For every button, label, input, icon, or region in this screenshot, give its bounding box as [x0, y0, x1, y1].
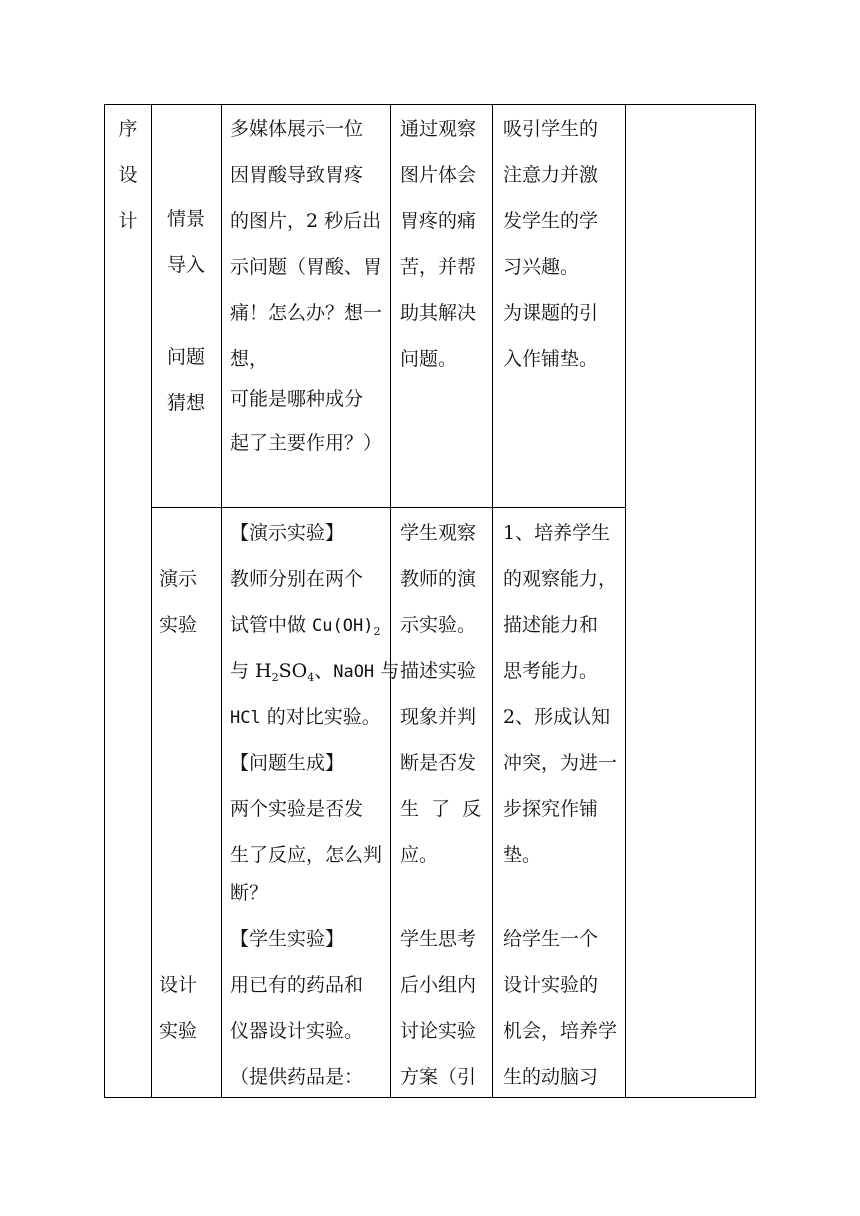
row1-teacher-line: 痛！怎么办？想一 — [230, 302, 383, 324]
row2-student-line: 后小组内 — [400, 974, 477, 996]
subscript: 2 — [271, 671, 279, 684]
row1-label-scene: 情景 — [167, 208, 206, 230]
row1-teacher-line: 的图片，2 秒后出 — [230, 210, 382, 232]
row2-teacher-heading: 【学生实验】 — [230, 928, 345, 950]
row1-student-line: 图片体会 — [400, 164, 477, 186]
stage-char: 计 — [118, 210, 138, 232]
row1-intent-line: 发学生的学 — [503, 210, 599, 232]
row2-label-design: 实验 — [159, 1020, 198, 1042]
subscript: 2 — [373, 625, 381, 638]
row1-student-line: 通过观察 — [400, 118, 477, 140]
formula-cuoh2: Cu(OH) — [312, 616, 374, 636]
stage-char: 序 — [118, 118, 138, 140]
row2-teacher-line: 用已有的药品和 — [230, 974, 364, 996]
stage-char: 设 — [118, 164, 138, 186]
row2-intent-line: 设计实验的 — [503, 974, 599, 996]
row2-student-line: 生 了 反 — [400, 798, 482, 820]
formula-naoh: NaOH — [333, 662, 375, 682]
row2-label-demo: 演示 — [159, 568, 198, 590]
row2-student-line: 描述实验 — [400, 660, 477, 682]
subscript: 4 — [307, 671, 315, 684]
col-border-0 — [104, 104, 105, 1098]
text-fragment: 、 — [314, 660, 334, 682]
col-border-2 — [221, 104, 222, 1098]
row2-teacher-line: 生了反应，怎么判 — [230, 844, 383, 866]
row2-teacher-line: 仪器设计实验。 — [230, 1020, 364, 1042]
row1-teacher-line: 起了主要作用？） — [230, 432, 383, 454]
row1-label-scene: 导入 — [167, 254, 206, 276]
row1-teacher-line: 多媒体展示一位 — [230, 118, 364, 140]
text-fragment: 与 — [374, 660, 400, 682]
text-fragment: SO — [278, 660, 308, 682]
row2-student-line: 示实验。 — [400, 614, 477, 636]
row2-intent-line: 生的动脑习 — [503, 1066, 599, 1088]
row1-intent-line: 入作铺垫。 — [503, 348, 599, 370]
text-fragment: 与 H — [230, 660, 272, 682]
text-fragment: 试管中做 — [230, 614, 313, 636]
row2-intent-line: 思考能力。 — [503, 660, 599, 682]
row1-student-line: 助其解决 — [400, 302, 477, 324]
table-top-border — [104, 104, 756, 105]
row2-teacher-line — [230, 694, 381, 741]
row2-student-line: 应。 — [400, 844, 439, 866]
row2-teacher-line: 两个实验是否发 — [230, 798, 364, 820]
col-border-6 — [755, 104, 756, 1098]
row2-label-demo: 实验 — [159, 614, 198, 636]
col-border-5 — [625, 104, 626, 1098]
row2-teacher-heading: 【演示实验】 — [230, 522, 345, 544]
row2-label-design: 设计 — [159, 974, 198, 996]
row1-intent-line: 吸引学生的 — [503, 118, 599, 140]
row2-intent-line: 冲突，为进一 — [503, 752, 618, 774]
row2-student-line: 学生思考 — [400, 928, 477, 950]
row2-teacher-heading: 【问题生成】 — [230, 752, 345, 774]
formula-hcl: HCl — [230, 708, 261, 728]
row2-student-line: 教师的演 — [400, 568, 477, 590]
col-border-3 — [390, 104, 391, 1098]
row1-label-question: 问题 — [167, 346, 206, 368]
row2-intent-line: 2、形成认知 — [503, 706, 611, 728]
row2-teacher-line: 断？ — [230, 882, 269, 904]
row2-intent-line: 1、培养学生 — [503, 522, 611, 544]
row2-intent-line: 的观察能力， — [503, 568, 618, 590]
row1-student-line: 问题。 — [400, 348, 458, 370]
row2-student-line: 学生观察 — [400, 522, 477, 544]
row1-intent-line: 注意力并激 — [503, 164, 599, 186]
row1-intent-line: 为课题的引 — [503, 302, 599, 324]
row2-teacher-line: 教师分别在两个 — [230, 568, 364, 590]
row2-intent-line: 机会，培养学 — [503, 1020, 618, 1042]
row2-intent-line: 垫。 — [503, 844, 542, 866]
col-border-4 — [492, 104, 493, 1098]
row1-intent-line: 习兴趣。 — [503, 256, 580, 278]
row2-student-line: 现象并判 — [400, 706, 477, 728]
row1-teacher-line: 可能是哪种成分 — [230, 388, 364, 410]
row2-intent-line: 描述能力和 — [503, 614, 599, 636]
row2-student-line: 讨论实验 — [400, 1020, 477, 1042]
row1-label-question: 猜想 — [167, 392, 206, 414]
row2-student-line: 断是否发 — [400, 752, 477, 774]
row1-teacher-line: 想， — [230, 348, 269, 370]
row1-student-line: 胃疼的痛 — [400, 210, 477, 232]
row1-teacher-line: 因胃酸导致胃疼 — [230, 164, 364, 186]
row2-student-line: 方案（引 — [400, 1066, 477, 1088]
row2-intent-line: 步探究作铺 — [503, 798, 599, 820]
row2-intent-line: 给学生一个 — [503, 928, 599, 950]
text-fragment: 的对比实验。 — [260, 706, 381, 728]
row-divider — [151, 507, 625, 508]
row2-teacher-line: （提供药品是： — [230, 1066, 364, 1088]
row1-teacher-line: 示问题（胃酸、胃 — [230, 256, 383, 278]
row1-student-line: 苦，并帮 — [400, 256, 477, 278]
col-border-1 — [151, 104, 152, 1098]
